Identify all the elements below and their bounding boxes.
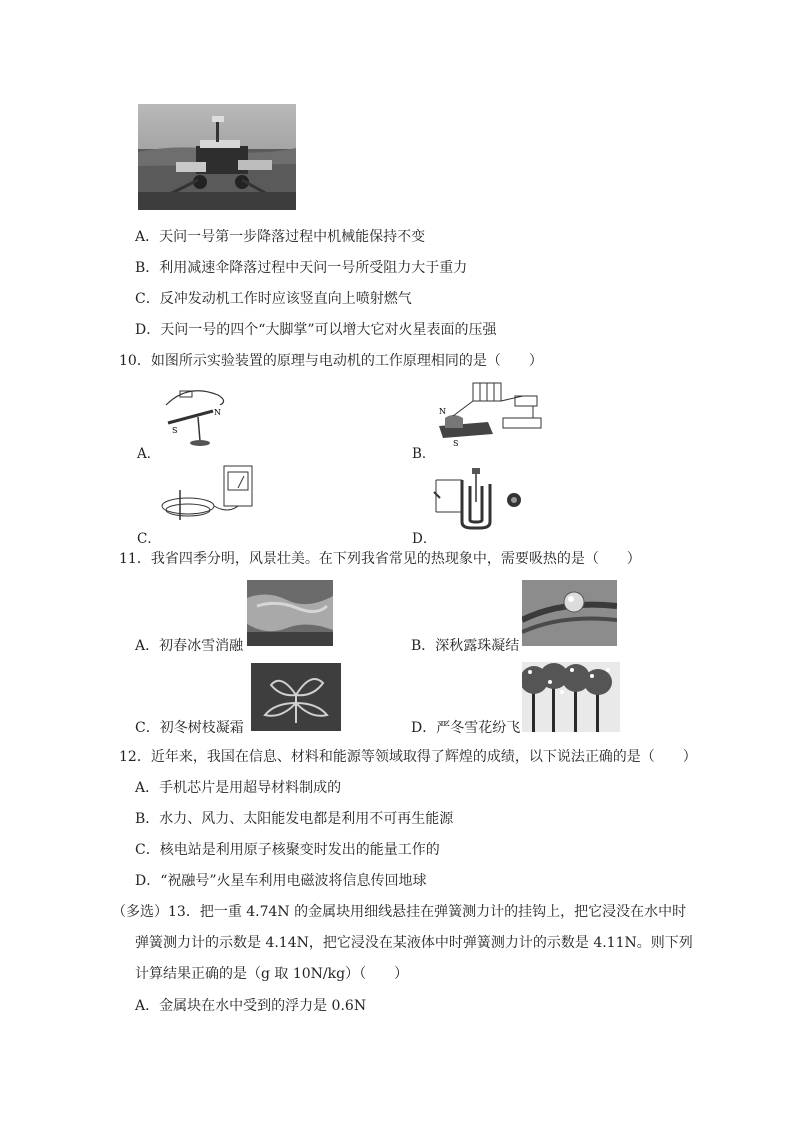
q10-label-d: D． bbox=[412, 531, 437, 547]
snowfall-photo bbox=[522, 662, 620, 732]
q10-figure-a bbox=[158, 383, 238, 453]
ice-melting-photo bbox=[247, 580, 333, 646]
q10-label-c: C． bbox=[137, 531, 161, 547]
q10-label-a: A． bbox=[137, 446, 161, 462]
q10-figure-c bbox=[158, 462, 258, 530]
q13-stem-line-3: 计算结果正确的是（g 取 10N/kg）（ ） bbox=[135, 966, 409, 982]
svg-text:S: S bbox=[172, 426, 178, 435]
q12-stem: 12．近年来，我国在信息、材料和能源等领域取得了辉煌的成绩，以下说法正确的是（ ） bbox=[119, 749, 697, 765]
q11-option-c: C．初冬树枝凝霜 bbox=[135, 720, 244, 736]
q9-option-d: D．天问一号的四个“大脚掌”可以增大它对火星表面的压强 bbox=[135, 322, 497, 338]
q12-option-c: C．核电站是利用原子核聚变时发出的能量工作的 bbox=[135, 842, 440, 858]
mars-rover-photo bbox=[138, 104, 296, 210]
q12-option-a: A．手机芯片是用超导材料制成的 bbox=[135, 780, 342, 796]
q11-option-d: D．严冬雪花纷飞 bbox=[411, 720, 521, 736]
q11-option-b: B．深秋露珠凝结 bbox=[411, 638, 520, 654]
q10-figure-d bbox=[432, 462, 532, 530]
q12-option-b: B．水力、风力、太阳能发电都是利用不可再生能源 bbox=[135, 811, 454, 827]
q9-option-a: A．天问一号第一步降落过程中机械能保持不变 bbox=[135, 229, 426, 245]
svg-text:N: N bbox=[214, 408, 221, 417]
q9-option-b: B．利用减速伞降落过程中天问一号所受阻力大于重力 bbox=[135, 260, 468, 276]
q9-option-c: C．反冲发动机工作时应该竖直向上喷射燃气 bbox=[135, 291, 412, 307]
q10-figure-b bbox=[433, 378, 548, 448]
q10-stem: 10．如图所示实验装置的原理与电动机的工作原理相同的是（ ） bbox=[119, 353, 543, 369]
svg-text:N: N bbox=[439, 407, 446, 416]
q11-option-a: A．初春冰雪消融 bbox=[135, 638, 244, 654]
q10-label-b: B． bbox=[412, 446, 436, 462]
dew-drop-photo bbox=[522, 580, 617, 646]
q11-stem: 11．我省四季分明，风景壮美。在下列我省常见的热现象中，需要吸热的是（ ） bbox=[119, 551, 641, 567]
q12-option-d: D．“祝融号”火星车利用电磁波将信息传回地球 bbox=[135, 873, 427, 889]
q13-option-a: A．金属块在水中受到的浮力是 0.6N bbox=[135, 998, 367, 1014]
svg-text:S: S bbox=[453, 439, 459, 448]
frost-photo bbox=[251, 663, 341, 731]
q13-stem-line-1: （多选）13．把一重 4.74N 的金属块用细线悬挂在弹簧测力计的挂钩上，把它浸没在水中时 bbox=[112, 904, 687, 920]
q13-stem-line-2: 弹簧测力计的示数是 4.14N，把它浸没在某液体中时弹簧测力计的示数是 4.11N。则下列 bbox=[135, 935, 693, 951]
